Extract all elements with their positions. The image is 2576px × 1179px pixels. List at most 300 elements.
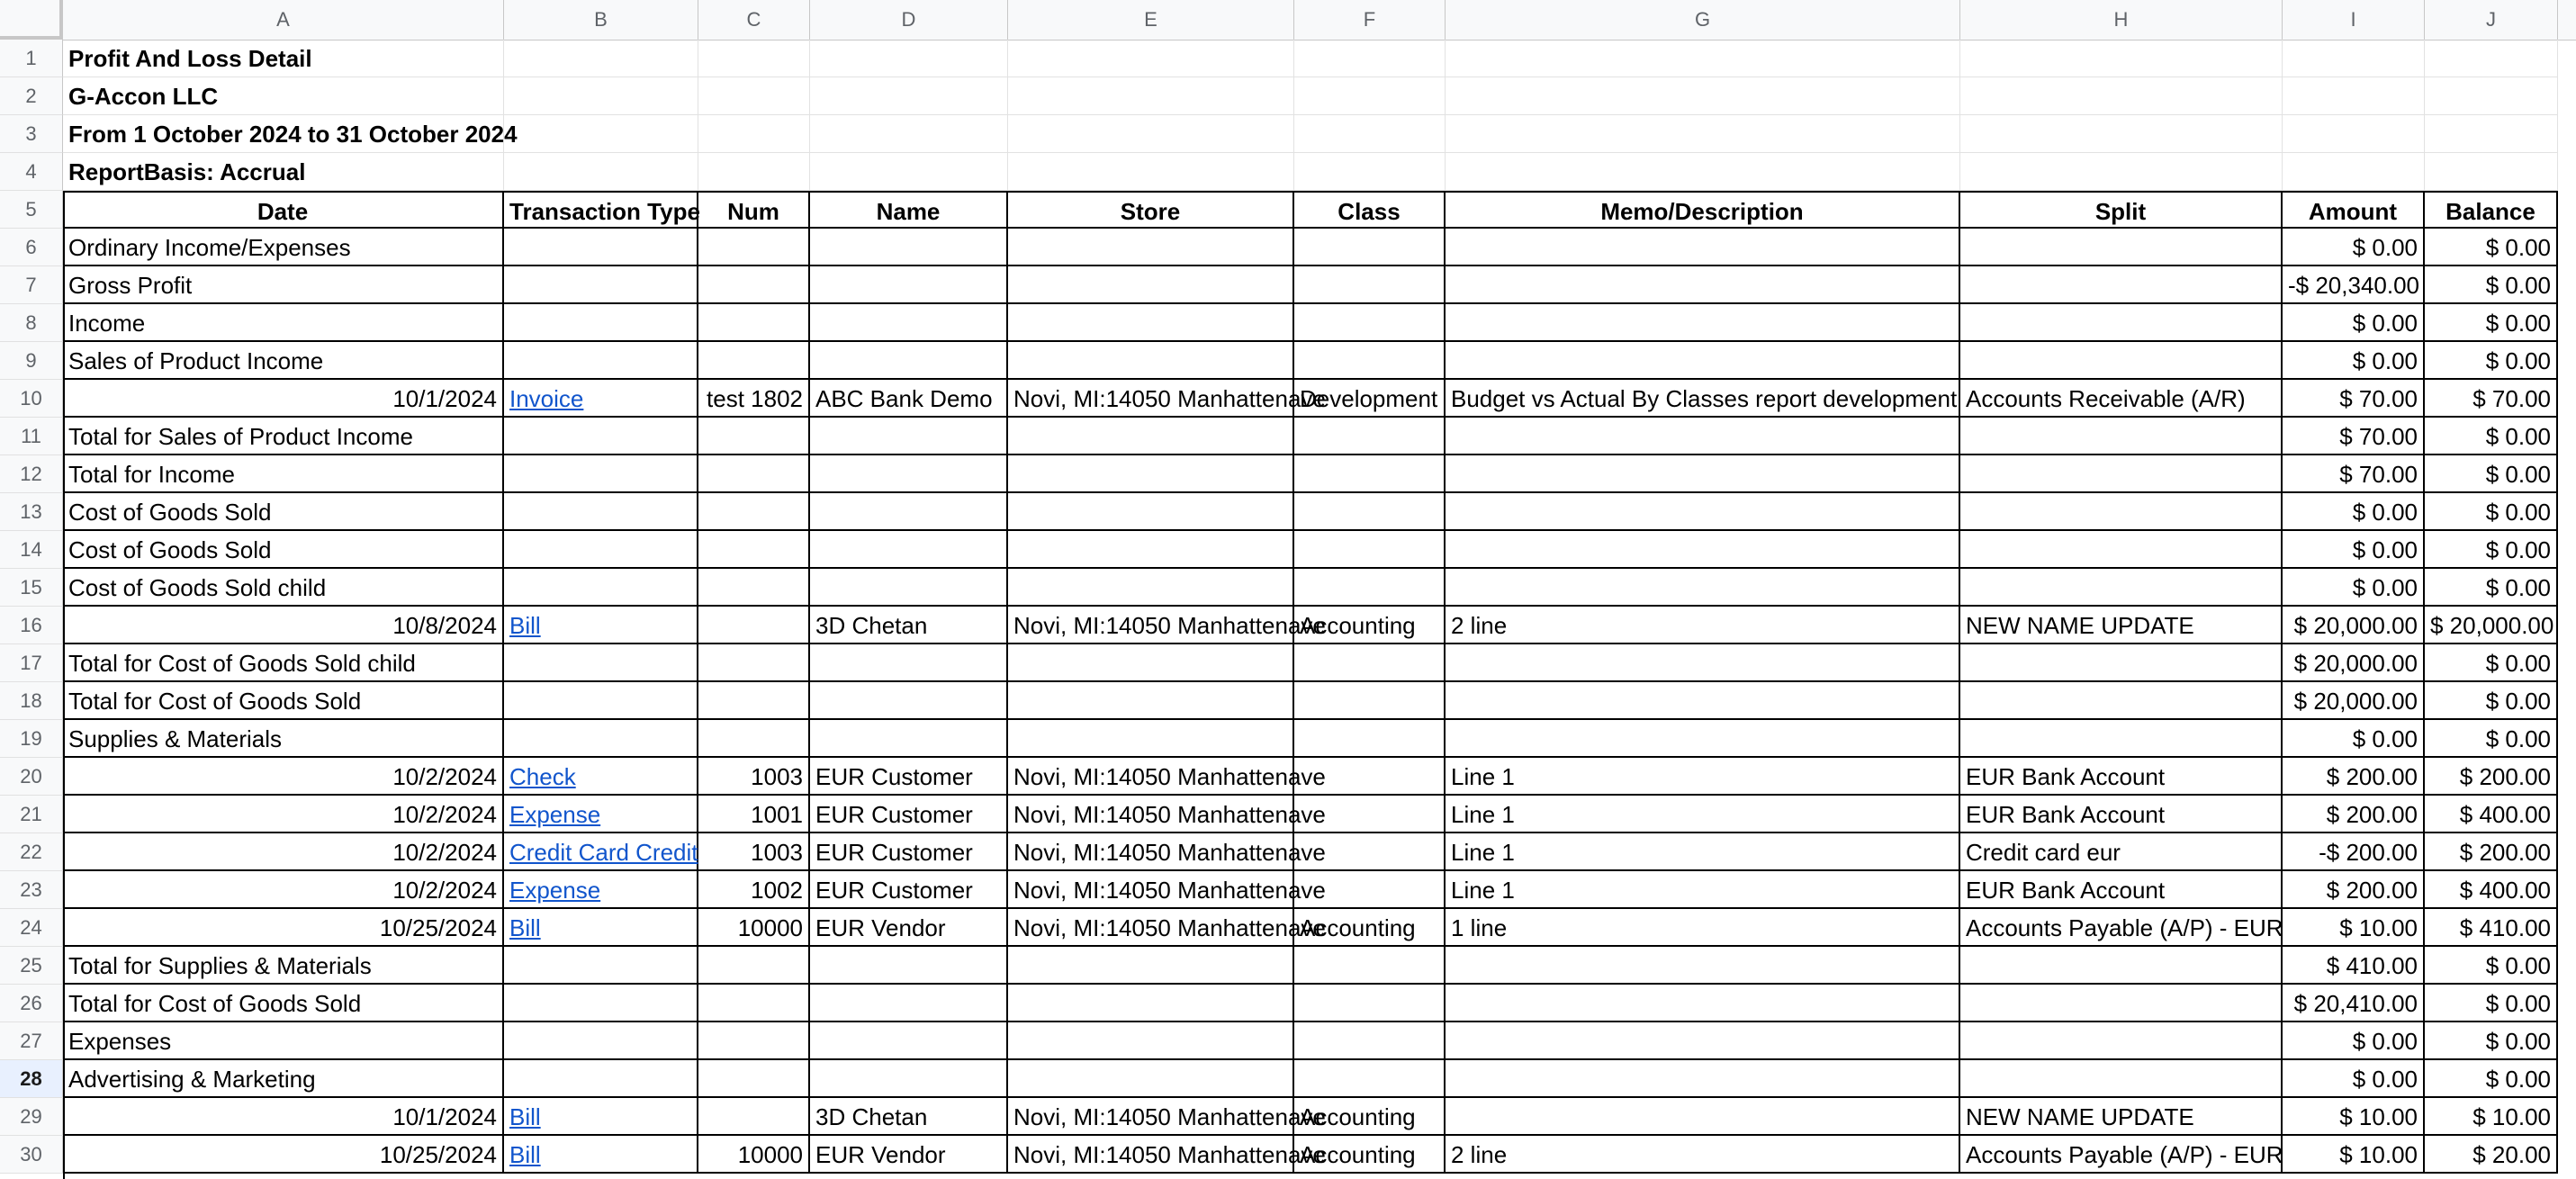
- row-label: Sales of Product Income: [63, 342, 504, 380]
- empty-cell[interactable]: [1294, 947, 1446, 985]
- empty-cell[interactable]: [810, 1022, 1008, 1060]
- balance-cell: $ 410.00: [2425, 909, 2558, 947]
- empty-cell[interactable]: [810, 455, 1008, 493]
- column-header-h[interactable]: H: [1960, 0, 2283, 40]
- empty-cell[interactable]: [810, 682, 1008, 720]
- table-row: [0, 1098, 2576, 1136]
- empty-cell[interactable]: [1446, 569, 1960, 607]
- report-title: Profit And Loss Detail: [63, 40, 504, 77]
- column-header-g[interactable]: G: [1446, 0, 1960, 40]
- empty-cell[interactable]: [504, 720, 698, 758]
- memo-cell: 2 line: [1446, 1136, 1960, 1174]
- empty-cell[interactable]: [2425, 153, 2558, 191]
- balance-cell: $ 0.00: [2425, 947, 2558, 985]
- name-cell: EUR Customer: [810, 796, 1008, 833]
- empty-cell[interactable]: [1294, 342, 1446, 380]
- row-number[interactable]: 16: [0, 607, 63, 644]
- empty-cell[interactable]: [698, 531, 810, 569]
- header-name: Name: [810, 191, 1008, 229]
- empty-cell[interactable]: [504, 40, 698, 77]
- empty-cell[interactable]: [1008, 644, 1294, 682]
- amount-cell: $ 20,000.00: [2283, 644, 2425, 682]
- balance-cell: $ 20.00: [2425, 1136, 2558, 1174]
- empty-cell[interactable]: [1960, 153, 2283, 191]
- empty-cell[interactable]: [504, 493, 698, 531]
- empty-cell[interactable]: [1960, 493, 2283, 531]
- empty-cell[interactable]: [1294, 229, 1446, 266]
- transaction-type-link[interactable]: Expense: [504, 871, 698, 909]
- transaction-type-link[interactable]: Bill: [504, 909, 698, 947]
- balance-cell: $ 400.00: [2425, 871, 2558, 909]
- empty-cell[interactable]: [1294, 266, 1446, 304]
- empty-cell[interactable]: [698, 569, 810, 607]
- empty-cell[interactable]: [1294, 531, 1446, 569]
- empty-cell[interactable]: [1446, 418, 1960, 455]
- empty-cell[interactable]: [2283, 77, 2425, 115]
- empty-cell[interactable]: [1446, 40, 1960, 77]
- select-all-corner[interactable]: [0, 0, 63, 40]
- header-split: Split: [1960, 191, 2283, 229]
- balance-cell: $ 0.00: [2425, 1060, 2558, 1098]
- empty-cell[interactable]: [2283, 40, 2425, 77]
- row-number[interactable]: 1: [0, 40, 63, 77]
- column-header-f[interactable]: F: [1294, 0, 1446, 40]
- row-label: Cost of Goods Sold child: [63, 569, 504, 607]
- empty-cell[interactable]: [1960, 115, 2283, 153]
- row-number[interactable]: 26: [0, 985, 63, 1022]
- empty-cell[interactable]: [2425, 115, 2558, 153]
- empty-cell[interactable]: [1960, 77, 2283, 115]
- empty-cell[interactable]: [1294, 1022, 1446, 1060]
- row-number[interactable]: 23: [0, 871, 63, 909]
- empty-cell[interactable]: [1446, 531, 1960, 569]
- memo-cell: 1 line: [1446, 909, 1960, 947]
- row-number[interactable]: 13: [0, 493, 63, 531]
- empty-cell[interactable]: [1008, 947, 1294, 985]
- empty-cell[interactable]: [504, 455, 698, 493]
- header-date: Date: [63, 191, 504, 229]
- empty-cell[interactable]: [1294, 304, 1446, 342]
- empty-cell[interactable]: [698, 493, 810, 531]
- balance-cell: $ 0.00: [2425, 985, 2558, 1022]
- row-number[interactable]: 18: [0, 682, 63, 720]
- empty-cell[interactable]: [2425, 77, 2558, 115]
- empty-cell[interactable]: [1960, 644, 2283, 682]
- empty-cell[interactable]: [1008, 153, 1294, 191]
- date-cell: 10/25/2024: [63, 1136, 504, 1174]
- empty-cell[interactable]: [1446, 985, 1960, 1022]
- split-cell: NEW NAME UPDATE: [1960, 1098, 2283, 1136]
- empty-cell[interactable]: [1960, 304, 2283, 342]
- empty-cell[interactable]: [1446, 304, 1960, 342]
- empty-cell[interactable]: [1294, 153, 1446, 191]
- store-cell: Novi, MI:14050 Manhattenave: [1008, 380, 1294, 418]
- row-label: Total for Cost of Goods Sold child: [63, 644, 504, 682]
- amount-cell: $ 0.00: [2283, 493, 2425, 531]
- class-cell: [1294, 833, 1446, 871]
- row-number[interactable]: 2: [0, 77, 63, 115]
- empty-cell[interactable]: [504, 266, 698, 304]
- row-number[interactable]: 7: [0, 266, 63, 304]
- table-row: [0, 947, 2576, 985]
- balance-cell: $ 0.00: [2425, 342, 2558, 380]
- empty-cell[interactable]: [1008, 720, 1294, 758]
- empty-cell[interactable]: [698, 1060, 810, 1098]
- empty-cell[interactable]: [1008, 682, 1294, 720]
- empty-cell[interactable]: [1008, 40, 1294, 77]
- empty-cell[interactable]: [698, 304, 810, 342]
- balance-cell: $ 400.00: [2425, 796, 2558, 833]
- memo-cell: 2 line: [1446, 607, 1960, 644]
- amount-cell: -$ 20,340.00: [2283, 266, 2425, 304]
- report-period: From 1 October 2024 to 31 October 2024: [63, 115, 504, 153]
- amount-cell: $ 10.00: [2283, 1136, 2425, 1174]
- amount-cell: $ 0.00: [2283, 531, 2425, 569]
- empty-cell[interactable]: [810, 947, 1008, 985]
- column-header-c[interactable]: C: [698, 0, 810, 40]
- empty-cell[interactable]: [810, 720, 1008, 758]
- transaction-type-link[interactable]: Bill: [504, 1098, 698, 1136]
- row-number[interactable]: 10: [0, 380, 63, 418]
- empty-cell[interactable]: [1960, 720, 2283, 758]
- empty-cell[interactable]: [1294, 418, 1446, 455]
- row-number[interactable]: 11: [0, 418, 63, 455]
- column-header-d[interactable]: D: [810, 0, 1008, 40]
- row-label: Total for Cost of Goods Sold: [63, 682, 504, 720]
- row-number[interactable]: 28: [0, 1060, 63, 1098]
- empty-cell[interactable]: [504, 77, 698, 115]
- header-transaction-type: Transaction Type: [504, 191, 698, 229]
- memo-cell: Line 1: [1446, 796, 1960, 833]
- row-number[interactable]: 3: [0, 115, 63, 153]
- empty-cell[interactable]: [698, 115, 810, 153]
- empty-cell[interactable]: [1446, 1022, 1960, 1060]
- column-header-i[interactable]: I: [2283, 0, 2425, 40]
- date-cell: 10/2/2024: [63, 871, 504, 909]
- empty-cell[interactable]: [698, 455, 810, 493]
- empty-cell[interactable]: [1960, 985, 2283, 1022]
- empty-cell[interactable]: [698, 229, 810, 266]
- balance-cell: $ 0.00: [2425, 266, 2558, 304]
- empty-cell[interactable]: [504, 531, 698, 569]
- header-amount: Amount: [2283, 191, 2425, 229]
- row-label: Ordinary Income/Expenses: [63, 229, 504, 266]
- empty-cell[interactable]: [698, 266, 810, 304]
- transaction-type-link[interactable]: Invoice: [504, 380, 698, 418]
- row-number[interactable]: 20: [0, 758, 63, 796]
- empty-cell[interactable]: [1446, 1060, 1960, 1098]
- store-cell: Novi, MI:14050 Manhattenave: [1008, 796, 1294, 833]
- column-header-a[interactable]: A: [63, 0, 504, 40]
- date-cell: 10/1/2024: [63, 380, 504, 418]
- store-cell: Novi, MI:14050 Manhattenave: [1008, 1098, 1294, 1136]
- date-cell: 10/1/2024: [63, 1098, 504, 1136]
- store-cell: Novi, MI:14050 Manhattenave: [1008, 909, 1294, 947]
- amount-cell: $ 70.00: [2283, 380, 2425, 418]
- empty-cell[interactable]: [1960, 455, 2283, 493]
- empty-cell[interactable]: [810, 985, 1008, 1022]
- transaction-type-link[interactable]: Credit Card Credit: [504, 833, 698, 871]
- empty-cell[interactable]: [1294, 77, 1446, 115]
- report-company: G-Accon LLC: [63, 77, 504, 115]
- memo-cell: Line 1: [1446, 758, 1960, 796]
- balance-cell: $ 70.00: [2425, 380, 2558, 418]
- empty-cell[interactable]: [504, 1022, 698, 1060]
- empty-cell[interactable]: [1960, 569, 2283, 607]
- column-header-bar: [0, 0, 2576, 40]
- empty-cell[interactable]: [1294, 115, 1446, 153]
- row-label: Total for Sales of Product Income: [63, 418, 504, 455]
- row-number[interactable]: 5: [0, 191, 63, 229]
- date-cell: 10/25/2024: [63, 909, 504, 947]
- empty-cell[interactable]: [1294, 455, 1446, 493]
- empty-cell[interactable]: [698, 418, 810, 455]
- empty-cell[interactable]: [698, 720, 810, 758]
- empty-cell[interactable]: [1446, 266, 1960, 304]
- empty-cell[interactable]: [504, 342, 698, 380]
- empty-cell[interactable]: [1008, 1060, 1294, 1098]
- row-number[interactable]: 9: [0, 342, 63, 380]
- empty-cell[interactable]: [1008, 418, 1294, 455]
- amount-cell: $ 200.00: [2283, 758, 2425, 796]
- empty-cell[interactable]: [1294, 493, 1446, 531]
- empty-cell[interactable]: [1960, 266, 2283, 304]
- empty-cell[interactable]: [1294, 720, 1446, 758]
- amount-cell: $ 0.00: [2283, 1060, 2425, 1098]
- empty-cell[interactable]: [810, 418, 1008, 455]
- balance-cell: $ 200.00: [2425, 833, 2558, 871]
- num-cell: test 1802: [698, 380, 810, 418]
- header-store: Store: [1008, 191, 1294, 229]
- amount-cell: $ 200.00: [2283, 796, 2425, 833]
- empty-cell[interactable]: [504, 153, 698, 191]
- empty-cell[interactable]: [1008, 569, 1294, 607]
- header-class: Class: [1294, 191, 1446, 229]
- empty-cell[interactable]: [698, 644, 810, 682]
- row-number[interactable]: 14: [0, 531, 63, 569]
- empty-cell[interactable]: [1960, 342, 2283, 380]
- empty-cell[interactable]: [2283, 115, 2425, 153]
- empty-cell[interactable]: [1294, 569, 1446, 607]
- empty-cell[interactable]: [1446, 644, 1960, 682]
- empty-cell[interactable]: [2425, 40, 2558, 77]
- empty-cell[interactable]: [1960, 418, 2283, 455]
- balance-cell: $ 0.00: [2425, 304, 2558, 342]
- row-number[interactable]: 8: [0, 304, 63, 342]
- column-header-j[interactable]: J: [2425, 0, 2558, 40]
- row-label: Total for Cost of Goods Sold: [63, 985, 504, 1022]
- amount-cell: $ 10.00: [2283, 909, 2425, 947]
- name-cell: EUR Customer: [810, 871, 1008, 909]
- amount-cell: $ 20,000.00: [2283, 607, 2425, 644]
- balance-cell: $ 0.00: [2425, 1022, 2558, 1060]
- empty-cell[interactable]: [810, 77, 1008, 115]
- empty-cell[interactable]: [810, 569, 1008, 607]
- amount-cell: $ 0.00: [2283, 720, 2425, 758]
- empty-cell[interactable]: [698, 77, 810, 115]
- empty-cell[interactable]: [698, 153, 810, 191]
- empty-cell[interactable]: [1446, 947, 1960, 985]
- empty-cell[interactable]: [504, 229, 698, 266]
- split-cell: EUR Bank Account: [1960, 871, 2283, 909]
- empty-cell[interactable]: [1008, 493, 1294, 531]
- column-header-b[interactable]: B: [504, 0, 698, 40]
- empty-cell[interactable]: [1446, 682, 1960, 720]
- empty-cell[interactable]: [1960, 682, 2283, 720]
- row-number[interactable]: 30: [0, 1136, 63, 1174]
- row-number[interactable]: 4: [0, 153, 63, 191]
- empty-cell[interactable]: [698, 682, 810, 720]
- empty-cell[interactable]: [810, 644, 1008, 682]
- empty-cell[interactable]: [1960, 1022, 2283, 1060]
- table-row: [0, 1136, 2576, 1174]
- empty-cell[interactable]: [1446, 153, 1960, 191]
- table-row: [0, 531, 2576, 569]
- empty-cell[interactable]: [1294, 1060, 1446, 1098]
- empty-cell[interactable]: [810, 115, 1008, 153]
- transaction-type-link[interactable]: Check: [504, 758, 698, 796]
- empty-cell[interactable]: [698, 985, 810, 1022]
- empty-cell[interactable]: [1008, 985, 1294, 1022]
- empty-cell[interactable]: [698, 1022, 810, 1060]
- empty-cell[interactable]: [504, 115, 698, 153]
- split-cell: Accounts Payable (A/P) - EUR: [1960, 1136, 2283, 1174]
- balance-cell: $ 0.00: [2425, 229, 2558, 266]
- empty-cell[interactable]: [1008, 1022, 1294, 1060]
- num-cell: 10000: [698, 1136, 810, 1174]
- empty-cell[interactable]: [810, 1060, 1008, 1098]
- empty-cell[interactable]: [810, 342, 1008, 380]
- num-cell: 1001: [698, 796, 810, 833]
- table-row: [0, 644, 2576, 682]
- empty-cell[interactable]: [1294, 644, 1446, 682]
- empty-cell[interactable]: [1008, 229, 1294, 266]
- class-cell: [1294, 871, 1446, 909]
- amount-cell: $ 70.00: [2283, 418, 2425, 455]
- empty-cell[interactable]: [1446, 455, 1960, 493]
- row-number[interactable]: 12: [0, 455, 63, 493]
- num-cell: 10000: [698, 909, 810, 947]
- empty-cell[interactable]: [1446, 493, 1960, 531]
- split-cell: Accounts Receivable (A/R): [1960, 380, 2283, 418]
- class-cell: [1294, 796, 1446, 833]
- row-number[interactable]: 24: [0, 909, 63, 947]
- empty-cell[interactable]: [504, 644, 698, 682]
- amount-cell: $ 20,410.00: [2283, 985, 2425, 1022]
- row-label: Total for Supplies & Materials: [63, 947, 504, 985]
- empty-cell[interactable]: [504, 682, 698, 720]
- report-header-row: [0, 77, 2576, 115]
- report-basis: ReportBasis: Accrual: [63, 153, 504, 191]
- empty-cell[interactable]: [504, 304, 698, 342]
- report-header-row: [0, 115, 2576, 153]
- num-cell: 1003: [698, 833, 810, 871]
- row-label: Total for Income: [63, 455, 504, 493]
- empty-cell[interactable]: [810, 40, 1008, 77]
- transaction-type-link[interactable]: Bill: [504, 607, 698, 644]
- column-header-e[interactable]: E: [1008, 0, 1294, 40]
- empty-cell[interactable]: [1008, 304, 1294, 342]
- balance-cell: $ 0.00: [2425, 569, 2558, 607]
- row-label: Cost of Goods Sold: [63, 531, 504, 569]
- name-cell: EUR Customer: [810, 758, 1008, 796]
- row-number[interactable]: 17: [0, 644, 63, 682]
- header-num: Num: [698, 191, 810, 229]
- class-cell: Development: [1294, 380, 1446, 418]
- row-number[interactable]: 25: [0, 947, 63, 985]
- name-cell: ABC Bank Demo: [810, 380, 1008, 418]
- empty-cell[interactable]: [1960, 40, 2283, 77]
- class-cell: Accounting: [1294, 607, 1446, 644]
- empty-cell[interactable]: [1294, 985, 1446, 1022]
- row-number[interactable]: 27: [0, 1022, 63, 1060]
- empty-cell[interactable]: [504, 985, 698, 1022]
- date-cell: 10/2/2024: [63, 833, 504, 871]
- empty-cell[interactable]: [810, 153, 1008, 191]
- report-header-row: [0, 40, 2576, 77]
- empty-cell[interactable]: [1294, 40, 1446, 77]
- empty-cell[interactable]: [1446, 77, 1960, 115]
- empty-cell[interactable]: [504, 569, 698, 607]
- empty-cell[interactable]: [1008, 115, 1294, 153]
- empty-cell[interactable]: [1960, 229, 2283, 266]
- empty-cell[interactable]: [1446, 720, 1960, 758]
- row-number[interactable]: 29: [0, 1098, 63, 1136]
- row-number[interactable]: 21: [0, 796, 63, 833]
- empty-cell[interactable]: [810, 229, 1008, 266]
- memo-cell: Budget vs Actual By Classes report development: [1446, 380, 1960, 418]
- empty-cell[interactable]: [1960, 531, 2283, 569]
- empty-cell[interactable]: [810, 304, 1008, 342]
- num-cell: [698, 607, 810, 644]
- split-cell: Credit card eur: [1960, 833, 2283, 871]
- empty-cell[interactable]: [810, 493, 1008, 531]
- empty-cell[interactable]: [1294, 682, 1446, 720]
- empty-cell[interactable]: [504, 418, 698, 455]
- empty-cell[interactable]: [698, 40, 810, 77]
- empty-cell[interactable]: [1008, 455, 1294, 493]
- empty-cell[interactable]: [504, 1060, 698, 1098]
- empty-cell[interactable]: [1008, 77, 1294, 115]
- name-cell: 3D Chetan: [810, 607, 1008, 644]
- empty-cell[interactable]: [698, 947, 810, 985]
- row-number[interactable]: 6: [0, 229, 63, 266]
- transaction-type-link[interactable]: Expense: [504, 796, 698, 833]
- empty-cell[interactable]: [1446, 342, 1960, 380]
- empty-cell[interactable]: [1008, 342, 1294, 380]
- row-number[interactable]: 22: [0, 833, 63, 871]
- empty-cell[interactable]: [2283, 153, 2425, 191]
- amount-cell: -$ 200.00: [2283, 833, 2425, 871]
- empty-cell[interactable]: [810, 266, 1008, 304]
- empty-cell[interactable]: [1446, 229, 1960, 266]
- empty-cell[interactable]: [810, 531, 1008, 569]
- row-number[interactable]: 15: [0, 569, 63, 607]
- empty-cell[interactable]: [698, 342, 810, 380]
- empty-cell[interactable]: [1960, 947, 2283, 985]
- empty-cell[interactable]: [1446, 115, 1960, 153]
- empty-cell[interactable]: [1960, 1060, 2283, 1098]
- amount-cell: $ 200.00: [2283, 871, 2425, 909]
- table-row: [0, 229, 2576, 266]
- table-row: [0, 909, 2576, 947]
- empty-cell[interactable]: [504, 947, 698, 985]
- row-number[interactable]: 19: [0, 720, 63, 758]
- empty-cell[interactable]: [1008, 531, 1294, 569]
- name-cell: 3D Chetan: [810, 1098, 1008, 1136]
- transaction-type-link[interactable]: Bill: [504, 1136, 698, 1174]
- empty-cell[interactable]: [1008, 266, 1294, 304]
